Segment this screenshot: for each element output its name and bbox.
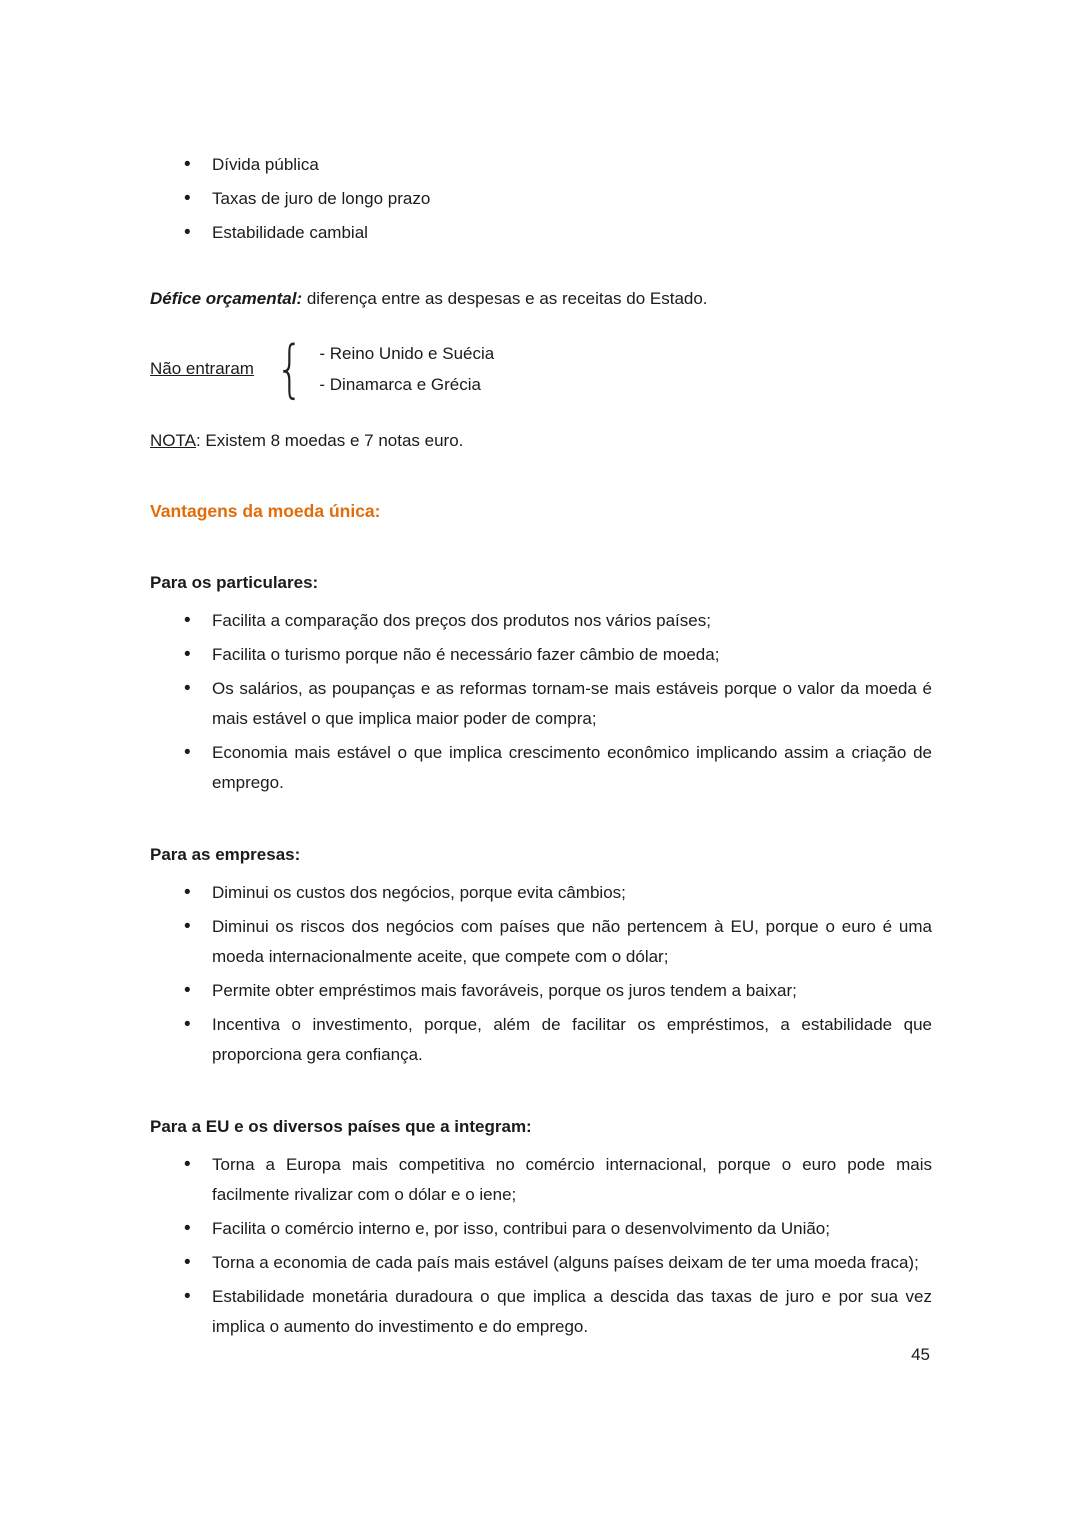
criteria-bullet-item: • Dívida pública [212, 150, 932, 180]
country-list-item: - Dinamarca e Grécia [319, 375, 481, 394]
convergence-criteria-list [150, 150, 932, 248]
criteria-bullet-item: • Estabilidade cambial [212, 218, 932, 248]
nota-label: NOTA [150, 431, 196, 450]
nota-text: : Existem 8 moedas e 7 notas euro. [195, 431, 464, 450]
bullet-item: • Estabilidade monetária duradoura o que implica a descida das taxas de juro e por sua vez implica o aumento do investimento e do emprego. [212, 1282, 932, 1342]
defice-definition-paragraph [150, 284, 932, 314]
page-content [150, 150, 932, 1346]
bullet-item: • Incentiva o investimento, porque, além de facilitar os empréstimos, a estabilidade que proporciona gera confiança. [212, 1010, 932, 1070]
bullet-item: • Diminui os riscos dos negócios com países que não pertencem à EU, porque o euro é uma moeda internacionalmente aceite, que compete com o dólar; [212, 912, 932, 972]
section-bullet-list [150, 878, 932, 1070]
bullet-item: • Diminui os custos dos negócios, porque evita câmbios; [212, 878, 932, 908]
criteria-bullet-item: • Taxas de juro de longo prazo [212, 184, 932, 214]
nao-entraram-block [150, 332, 932, 405]
nota-paragraph [150, 426, 932, 456]
page-number: 45 [911, 1345, 930, 1364]
bullet-item: • Facilita a comparação dos preços dos produtos nos vários países; [212, 606, 932, 636]
advantages-section [150, 840, 932, 1070]
advantages-sections [150, 568, 932, 1342]
defice-term: Défice orçamental: [150, 289, 303, 308]
bullet-item: • Economia mais estável o que implica crescimento econômico implicando assim a criação de emprego. [212, 738, 932, 798]
bullet-item: • Facilita o turismo porque não é necessário fazer câmbio de moeda; [212, 640, 932, 670]
bullet-item: • Permite obter empréstimos mais favoráveis, porque os juros tendem a baixar; [212, 976, 932, 1006]
advantages-section [150, 1112, 932, 1342]
bullet-item: • Torna a economia de cada país mais estável (alguns países deixam de ter uma moeda fraca); [212, 1248, 932, 1278]
advantages-section [150, 568, 932, 798]
country-list-item: - Reino Unido e Suécia [319, 344, 495, 363]
advantages-heading: Vantagens da moeda única: [150, 501, 381, 521]
bullet-item: • Facilita o comércio interno e, por isso, contribui para o desenvolvimento da União; [212, 1214, 932, 1244]
section-title: Para as empresas: [150, 845, 301, 864]
section-title: Para a EU e os diversos países que a integram: [150, 1117, 532, 1136]
bullet-item: • Torna a Europa mais competitiva no comércio internacional, porque o euro pode mais facilmente rivalizar com o dólar e o iene; [212, 1150, 932, 1210]
section-title: Para os particulares: [150, 573, 319, 592]
nao-entraram-country-list [319, 338, 494, 400]
curly-brace-icon: { [275, 332, 304, 405]
bullet-item: • Os salários, as poupanças e as reformas tornam-se mais estáveis porque o valor da moeda é mais estável o que implica maior poder de compra; [212, 674, 932, 734]
defice-definition-text: diferença entre as despesas e as receitas do Estado. [302, 289, 708, 308]
nao-entraram-label: Não entraram [150, 359, 254, 378]
section-bullet-list [150, 606, 932, 798]
section-bullet-list [150, 1150, 932, 1342]
